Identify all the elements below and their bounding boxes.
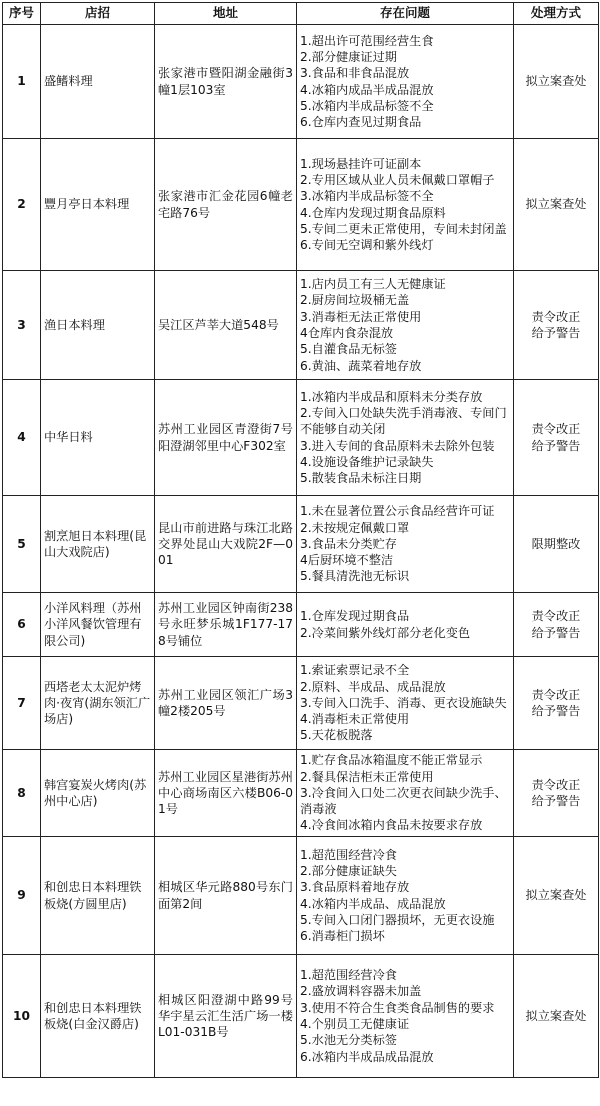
action-text: 给予警告 [531,794,581,808]
row-number: 6 [3,593,41,657]
row-number: 7 [3,657,41,750]
issue-item: 4.冷食间冰箱内食品未按要求存放 [300,818,483,833]
shop-name: 和创忠日本料理铁板烧(方圆里店) [41,837,155,955]
shop-name: 渔日本料理 [41,271,155,380]
table-row [3,496,599,593]
issues-cell [297,837,514,955]
shop-name: 割烹旭日本料理(昆山大戏院店) [41,496,155,593]
action-text: 责令改正 [531,687,581,702]
issue-item: 4.仓库内发现过期食品原料 [300,205,446,220]
shop-address: 苏州工业园区领汇广场3幢2楼205号 [155,657,297,750]
shop-address: 苏州工业园区青澄街7号阳澄湖邻里中心F302室 [155,380,297,496]
header-address: 地址 [155,3,297,25]
table-row [3,25,599,139]
issue-item: 5.餐具清洗池无标识 [300,569,410,584]
action-cell [514,25,599,139]
issue-item: 6.专间无空调和紫外线灯 [300,238,434,253]
shop-address: 张家港市暨阳湖金融街3幢1层103室 [155,25,297,139]
issue-item: 3.食品和非食品混放 [300,66,410,81]
issue-item: 1.现场悬挂许可证副本 [300,156,422,171]
shop-name: 豐月亭日本料理 [41,139,155,271]
issue-item: 6.仓库内查见过期食品 [300,115,422,130]
table-row [3,271,599,380]
header-shop-sign: 店招 [41,3,155,25]
issues-cell [297,25,514,139]
issues-cell [297,750,514,837]
action-cell [514,657,599,750]
shop-address: 相城区华元路880号东门面第2间 [155,837,297,955]
shop-name: 小洋风料理（苏州小洋风餐饮管理有限公司) [41,593,155,657]
action-text: 给予警告 [531,326,581,340]
issues-cell [297,139,514,271]
table-row [3,593,599,657]
issues-cell [297,496,514,593]
issue-item: 2.厨房间垃圾桶无盖 [300,293,410,308]
shop-address: 张家港市汇金花园6幢老宅路76号 [155,139,297,271]
action-text: 拟立案查处 [525,888,587,903]
shop-name: 韩宫宴炭火烤肉(苏州中心店) [41,750,155,837]
header-issues: 存在问题 [297,3,514,25]
issue-item: 4仓库内食杂混放 [300,326,394,340]
table-row [3,380,599,496]
inspection-table [2,2,599,1078]
action-cell [514,750,599,837]
issues-cell [297,271,514,380]
action-text: 责令改正 [531,422,581,437]
table-body [3,25,599,1078]
issue-item: 2.专用区域从业人员未佩戴口罩帽子 [300,172,495,187]
issues-cell [297,955,514,1078]
action-cell [514,139,599,271]
issue-item: 2.部分健康证过期 [300,49,397,64]
action-text: 给予警告 [531,438,581,453]
issue-item: 4.设施设备维护记录缺失 [300,454,434,469]
issue-item: 3.进入专间的食品原料未去除外包装 [300,438,495,453]
header-action: 处理方式 [514,3,599,25]
issue-item: 1.仓库发现过期食品 [300,609,410,624]
issues-cell [297,593,514,657]
issue-item: 1.冰箱内半成品和原料未分类存放 [300,389,483,404]
table-row [3,837,599,955]
shop-address: 苏州工业园区星港街苏州中心商场南区六楼B06-01号 [155,750,297,837]
issue-item: 1.超出许可范围经营生食 [300,33,434,48]
issue-item: 1.超范围经营冷食 [300,968,397,983]
issues-cell [297,657,514,750]
action-text: 责令改正 [531,777,581,792]
issue-item: 4.冰箱内半成品、成品混放 [300,896,446,911]
issue-item: 1.贮存食品冰箱温度不能正常显示 [300,753,483,768]
issue-item: 3.食品未分类贮存 [300,536,397,551]
action-cell [514,955,599,1078]
shop-address: 昆山市前进路与珠江北路交界处昆山大戏院2F—001 [155,496,297,593]
action-cell [514,271,599,380]
action-cell [514,496,599,593]
action-text: 拟立案查处 [525,197,587,212]
shop-name: 和创忠日本料理铁板烧(白金汉爵店) [41,955,155,1078]
issue-item: 3.冰箱内半成品标签不全 [300,189,434,204]
row-number: 4 [3,380,41,496]
issue-item: 1.超范围经营冷食 [300,847,397,862]
issue-item: 3.冷食间入口处二次更衣间缺少洗手、消毒液 [300,785,507,817]
issue-item: 5.天花板脱落 [300,728,373,743]
issue-item: 3.食品原料着地存放 [300,880,410,895]
action-cell [514,593,599,657]
issue-item: 6.黄油、蔬菜着地存放 [300,358,422,373]
action-text: 限期整改 [531,536,581,551]
issue-item: 5.散装食品未标注日期 [300,471,422,486]
action-text: 拟立案查处 [525,1008,587,1023]
issue-item: 4.消毒柜未正常使用 [300,712,410,727]
shop-address: 吴江区芦莘大道548号 [155,271,297,380]
issue-item: 5.专间二更未正常使用，专间未封闭盖 [300,221,507,236]
action-text: 责令改正 [531,309,581,324]
issue-item: 1.索证索票记录不全 [300,663,410,678]
table-row [3,955,599,1078]
issue-item: 6.冰箱内半成品成品混放 [300,1049,434,1064]
issue-item: 4.个别员工无健康证 [300,1017,410,1031]
shop-address: 苏州工业园区钟南街238号永旺梦乐城1F177-178号铺位 [155,593,297,657]
issue-item: 5.冰箱内半成品标签不全 [300,98,434,113]
issue-item: 1.未在显著位置公示食品经营许可证 [300,504,495,519]
header-row [3,3,599,25]
issue-item: 2.盛放调料容器未加盖 [300,984,422,999]
issue-item: 3.使用不符合生食类食品制售的要求 [300,1000,495,1015]
action-text: 给予警告 [531,704,581,718]
issue-item: 2.原料、半成品、成品混放 [300,679,446,694]
table-row [3,657,599,750]
action-text: 责令改正 [531,609,581,624]
row-number: 2 [3,139,41,271]
action-text: 给予警告 [531,625,581,640]
shop-address: 相城区阳澄湖中路99号华宇星云汇生活广场一楼L01-031B号 [155,955,297,1078]
row-number: 5 [3,496,41,593]
table-row [3,139,599,271]
issue-item: 2.专间入口处缺失洗手消毒液、专间门不能够自动关闭 [300,405,507,437]
issue-item: 2.部分健康证缺失 [300,863,397,878]
action-cell [514,837,599,955]
issue-item: 5.水池无分类标签 [300,1033,397,1048]
row-number: 10 [3,955,41,1078]
row-number: 8 [3,750,41,837]
row-number: 3 [3,271,41,380]
issue-item: 4.冰箱内成品半成品混放 [300,82,434,97]
issue-item: 5.自灌食品无标签 [300,342,397,357]
issue-item: 2.未按规定佩戴口罩 [300,520,410,535]
header-no: 序号 [3,3,41,25]
row-number: 9 [3,837,41,955]
issue-item: 5.专间入口闭门器损坏，无更衣设施 [300,912,495,927]
action-cell [514,380,599,496]
issue-item: 3.专间入口洗手、消毒、更衣设施缺失 [300,695,507,710]
table-row [3,750,599,837]
shop-name: 中华日料 [41,380,155,496]
shop-name: 西塔老太太泥炉烤肉·夜宵(湖东领汇广场店) [41,657,155,750]
action-text: 拟立案查处 [525,74,587,89]
issue-item: 2.餐具保洁柜未正常使用 [300,769,434,784]
issue-item: 1.店内员工有三人无健康证 [300,277,446,292]
issue-item: 4后厨环境不整洁 [300,553,394,568]
issues-cell [297,380,514,496]
issue-item: 2.冷菜间紫外线灯部分老化变色 [300,625,471,640]
issue-item: 6.消毒柜门损坏 [300,929,385,944]
issue-item: 3.消毒柜无法正常使用 [300,309,422,324]
row-number: 1 [3,25,41,139]
shop-name: 盛鳍料理 [41,25,155,139]
